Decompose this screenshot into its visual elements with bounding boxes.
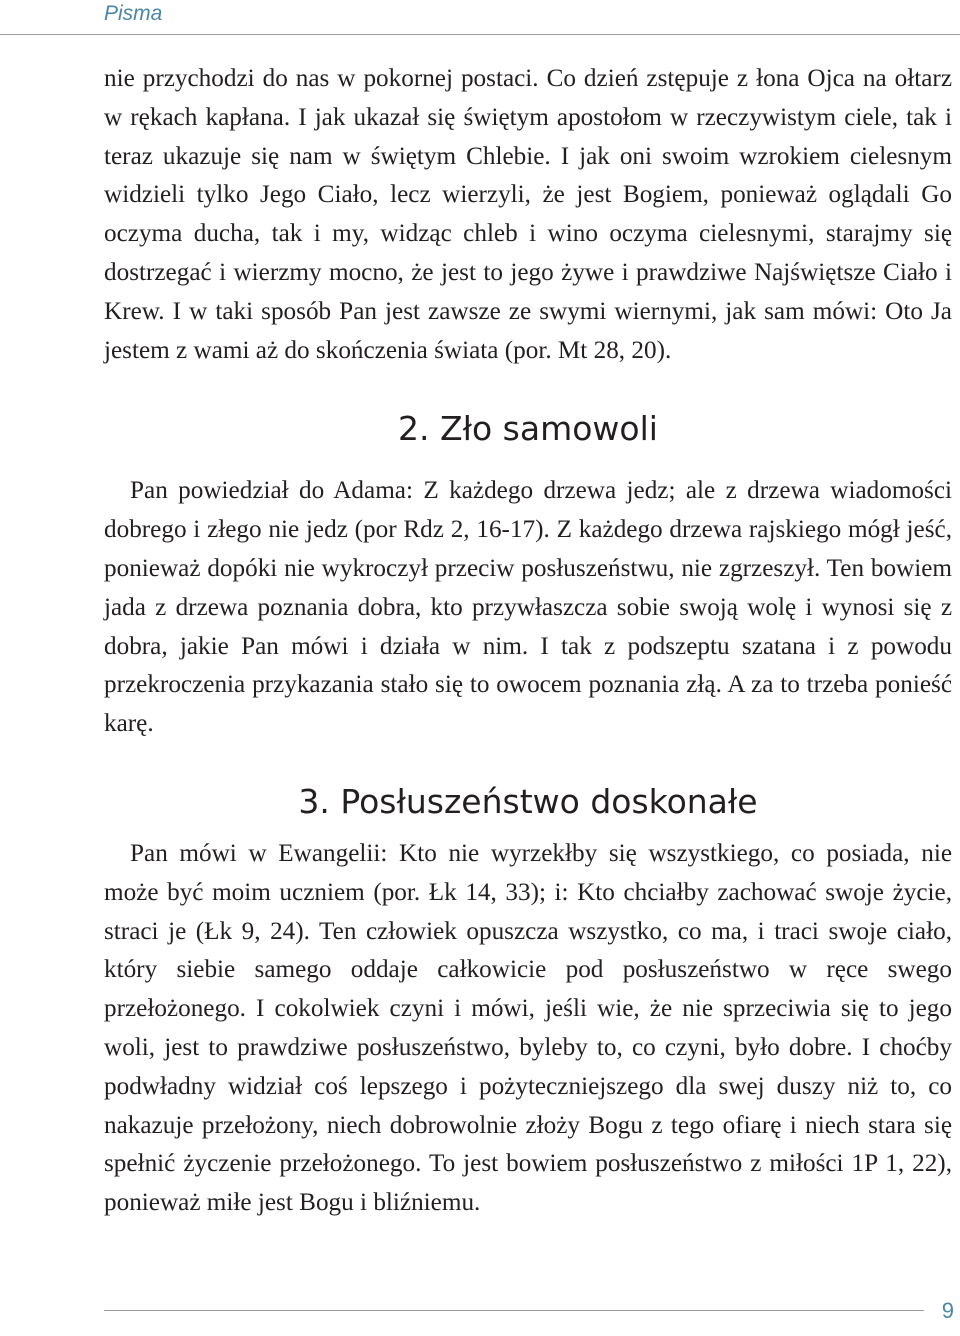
header-divider bbox=[0, 34, 960, 35]
section-2-paragraph: Pan powiedział do Adama: Z każdego drzewa jedz; ale z drzewa wiadomości dobrego i złego nie jedz (por Rdz 2, 16-17). Z każdego drzewa rajskiego mógł jeść, ponieważ dopóki nie wykroczył przeciw posłuszeństwu, nie zgrzeszył. Ten bowiem jada z drzewa poznania dobra, kto przywłaszcza sobie swoją wolę i wynosi się z dobra, jakie Pan mówi i działa w nim. I tak z podszeptu szatana i z powodu przekroczenia przykazania stało się to owocem poznania złą. A za to trzeba ponieść karę. bbox=[104, 477, 952, 738]
page-content bbox=[104, 60, 952, 1223]
paragraph-continued: nie przychodzi do nas w pokornej postaci. Co dzień zstępuje z łona Ojca na ołtarz w rękach kapłana. I jak ukazał się świętym apostołom w rzeczywistym ciele, tak i teraz ukazuje się nam w świętym Chlebie. I jak oni swoim wzrokiem cielesnym widzieli tylko Jego Ciało, lecz wierzyli, że jest Bogiem, ponieważ oglądali Go oczyma ducha, tak i my, widząc chleb i wino oczyma cielesnymi, starajmy się dostrzegać i wierzmy mocno, że jest to jego żywe i prawdziwe Najświętsze Ciało i Krew. I w taki sposób Pan jest zawsze ze swymi wiernymi, jak sam mówi: Oto Ja jestem z wami aż do skończenia świata (por. Mt 28, 20). bbox=[104, 65, 952, 364]
section-3-heading: 3. Posłuszeństwo doskonałe bbox=[298, 781, 758, 821]
page-header bbox=[0, 0, 960, 40]
footer-divider bbox=[104, 1310, 924, 1311]
page-footer bbox=[0, 1290, 960, 1336]
page-number: 9 bbox=[941, 1298, 954, 1323]
running-header-title: Pisma bbox=[104, 2, 163, 25]
section-2-heading: 2. Zło samowoli bbox=[398, 409, 658, 449]
section-3-paragraph: Pan mówi w Ewangelii: Kto nie wyrzekłby się wszystkiego, co posiada, nie może być moim uczniem (por. Łk 14, 33); i: Kto chciałby zachować swoje życie, straci je (Łk 9, 24). Ten człowiek opuszcza wszystko, co ma, i traci swoje ciało, który siebie samego oddaje całkowicie pod posłuszeństwo w ręce swego przełożonego. I cokolwiek czyni i mówi, jeśli wie, że nie sprzeciwia się to jego woli, jest to prawdziwe posłuszeństwo, byleby to, co czyni, było dobre. I choćby podwładny widział coś lepszego i pożyteczniejszego dla swej duszy niż to, co nakazuje przełożony, niech dobrowolnie złoży Bogu z tego ofiarę i niech stara się spełnić życzenie przełożonego. To jest bowiem posłuszeństwo z miłości 1P 1, 22), ponieważ miłe jest Bogu i bliźniemu. bbox=[104, 839, 952, 1217]
